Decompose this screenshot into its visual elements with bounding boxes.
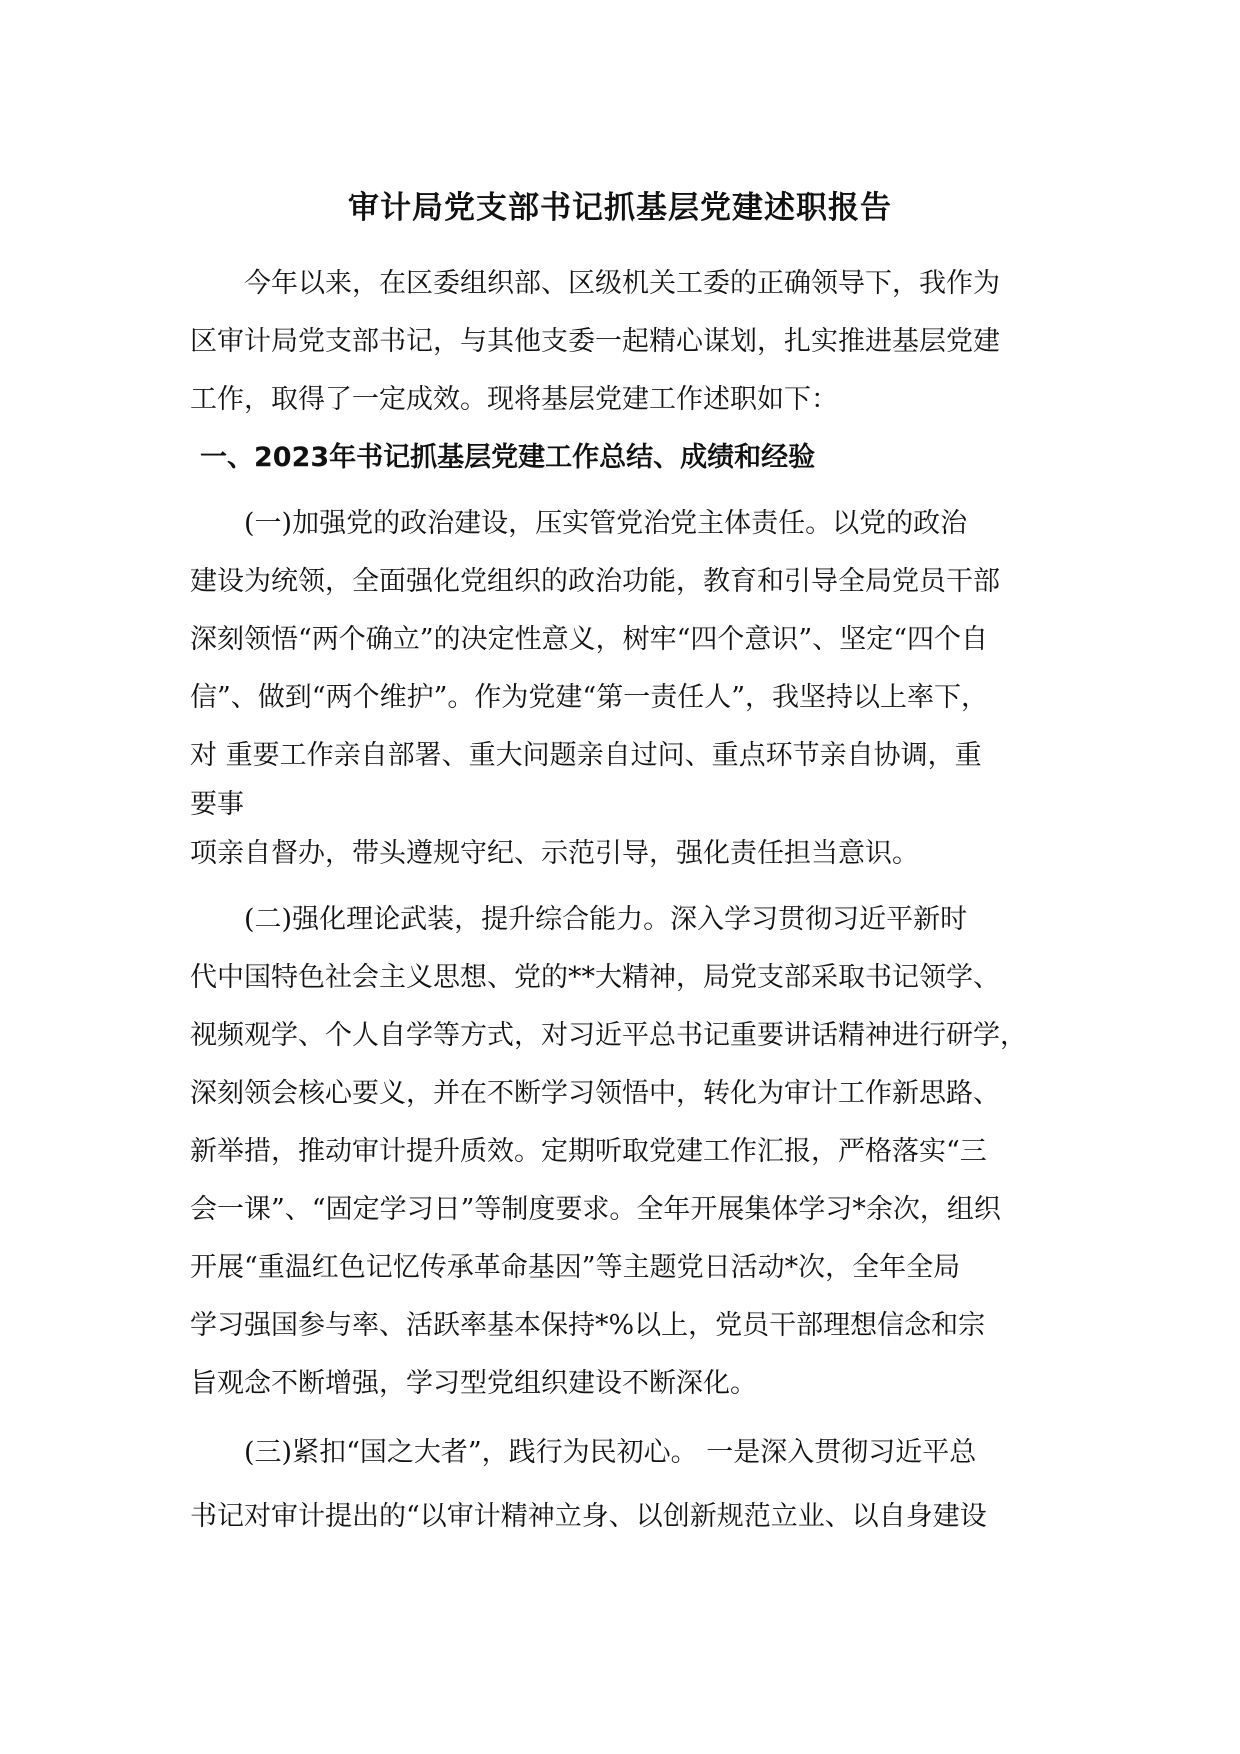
text-line: 会一课”、“固定学习日”等制度要求。全年开展集体学习*余次，组织 [190, 1194, 1001, 1225]
text-line: 代中国特色社会主义思想、党的**大精神，局党支部采取书记领学、 [190, 962, 1000, 993]
text-line: 开展“重温红色记忆传承革命基因”等主题党日活动*次，全年全局 [190, 1252, 961, 1283]
paragraph-2 [190, 891, 1050, 1413]
text-line: 信”、做到“两个维护”。作为党建“第一责任人”，我坚持以上率下， [190, 682, 989, 713]
text-line: 新举措，推动审计提升质效。定期听取党建工作汇报，严格落实“三 [190, 1136, 987, 1167]
text-line: 书记对审计提出的“以审计精神立身、以创新规范立业、以自身建设 [190, 1501, 987, 1532]
text-line: 对 重要工作亲自部署、重大问题亲自过问、重点环节亲自协调，重 [190, 740, 982, 771]
text-line: 视频观学、个人自学等方式，对习近平总书记重要讲话精神进行研学， [190, 1020, 1027, 1051]
text-line: (二)强化理论武装，提升综合能力。深入学习贯彻习近平新时 [244, 904, 968, 935]
text-line: 要事 [190, 789, 244, 820]
text-line: 旨观念不断增强，学习型党组织建设不断深化。 [190, 1368, 757, 1399]
text-line: 深刻领悟“两个确立”的决定性意义，树牢“四个意识”、坚定“四个自 [190, 624, 989, 655]
text-line: 学习强国参与率、活跃率基本保持*%以上，党员干部理想信念和宗 [190, 1310, 986, 1341]
document-title: 审计局党支部书记抓基层党建述职报告 [348, 190, 892, 226]
intro-paragraph [190, 255, 1050, 429]
text-line: (三)紧扣“国之大者”，践行为民初心。 一是深入贯彻习近平总 [244, 1437, 977, 1468]
text-line: 工作，取得了一定成效。现将基层党建工作述职如下： [190, 384, 838, 415]
document-body [190, 255, 1050, 1549]
text-line: 深刻领会核心要义，并在不断学习领悟中，转化为审计工作新思路、 [190, 1078, 1000, 1109]
text-line: (一)加强党的政治建设，压实管党治党主体责任。以党的政治 [244, 508, 968, 539]
section-heading: 一、2023年书记抓基层党建工作总结、成绩和经验 [200, 442, 816, 473]
paragraph-1 [190, 495, 1050, 883]
paragraph-3 [190, 1421, 1050, 1549]
text-line: 建设为统领，全面强化党组织的政治功能，教育和引导全局党员干部 [190, 566, 1000, 597]
text-line: 项亲自督办，带头遵规守纪、示范引导，强化责任担当意识。 [190, 838, 919, 869]
text-line: 区审计局党支部书记，与其他支委一起精心谋划，扎实推进基层党建 [190, 326, 1000, 357]
text-line: 今年以来，在区委组织部、区级机关工委的正确领导下，我作为 [244, 268, 1000, 299]
